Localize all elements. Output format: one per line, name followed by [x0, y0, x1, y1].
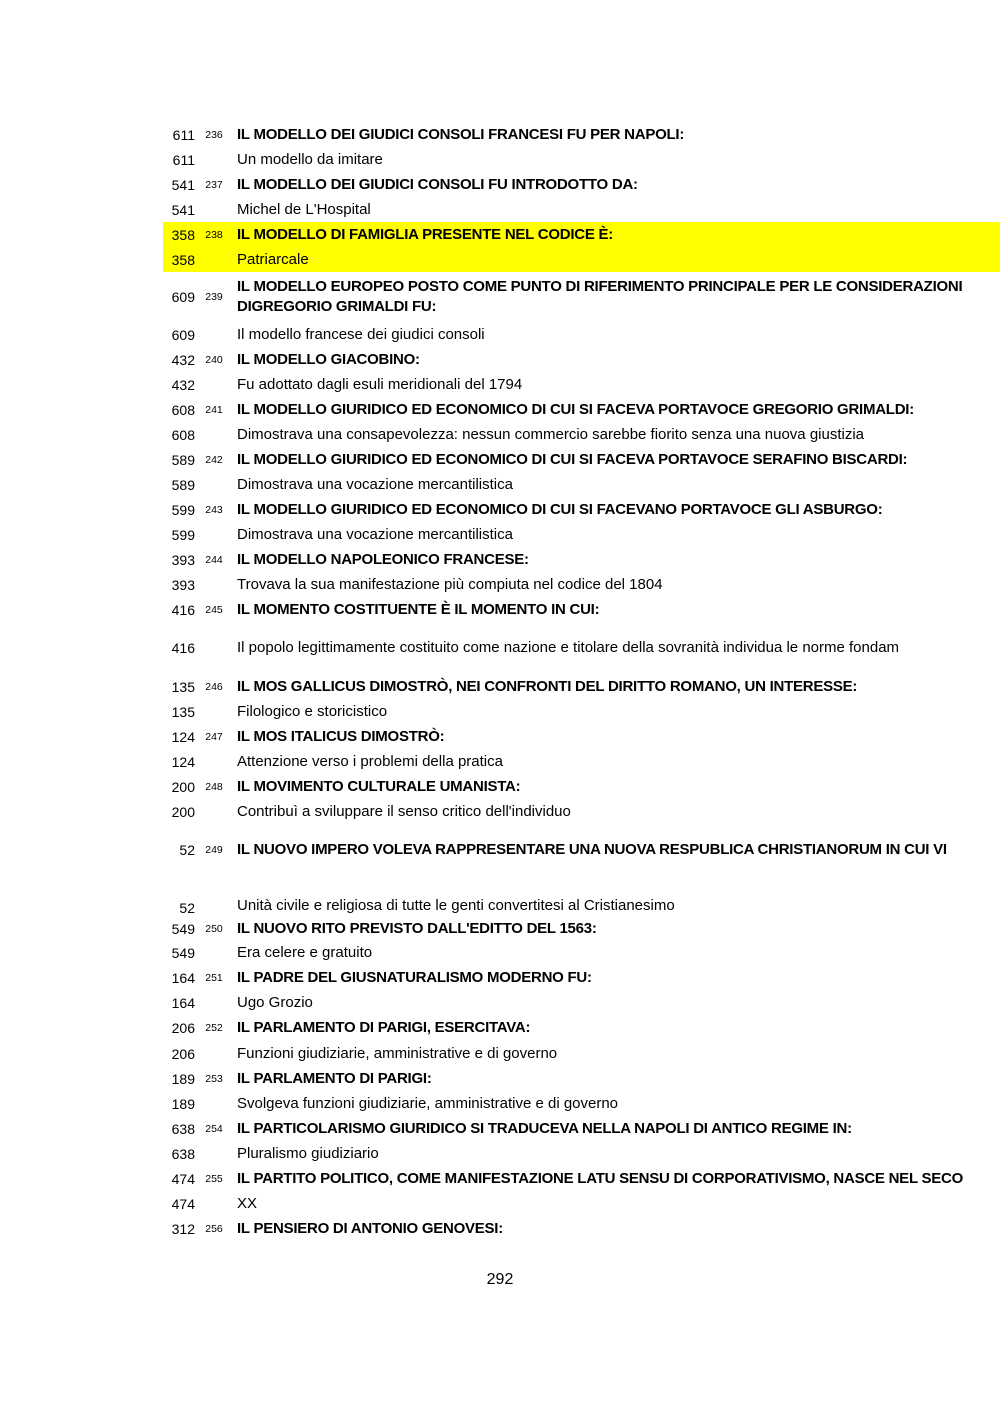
- question-row: [163, 674, 1000, 699]
- question-code: 164: [171, 969, 195, 986]
- answer-text: Fu adottato dagli esuli meridionali del 1794: [237, 375, 523, 393]
- answer-text: Un modello da imitare: [237, 150, 383, 168]
- answer-text: Unità civile e religiosa di tutte le genti convertitesi al Cristianesimo: [237, 897, 675, 914]
- answer-text: Ugo Grozio: [237, 993, 313, 1011]
- answer-code: 206: [171, 1045, 195, 1062]
- question-number: 256: [205, 1222, 223, 1235]
- question-text: IL NUOVO IMPERO VOLEVA RAPPRESENTARE UNA NUOVA RESPUBLICA CHRISTIANORUM IN CUI VI: [237, 841, 947, 858]
- question-row: [163, 1015, 1000, 1040]
- question-row: [163, 916, 1000, 941]
- question-number: 252: [205, 1021, 223, 1034]
- question-number: 250: [205, 922, 223, 935]
- question-text: IL MODELLO DEI GIUDICI CONSOLI FU INTRODOTTO DA:: [237, 175, 638, 193]
- answer-row: [163, 623, 1000, 673]
- question-text: IL MODELLO DI FAMIGLIA PRESENTE NEL CODICE È:: [237, 225, 613, 243]
- question-row: [163, 122, 1000, 147]
- answer-text: Trovava la sua manifestazione più compiuta nel codice del 1804: [237, 575, 663, 593]
- question-number: 248: [205, 780, 223, 793]
- answer-row: [163, 147, 1000, 172]
- question-text: IL PARTITO POLITICO, COME MANIFESTAZIONE LATU SENSU DI CORPORATIVISMO, NASCE NEL SECO: [237, 1169, 964, 1187]
- question-code: 608: [171, 401, 195, 418]
- answer-code: 200: [171, 803, 195, 820]
- answer-code: 393: [171, 576, 195, 593]
- answer-row: [163, 572, 1000, 597]
- question-number: 236: [205, 128, 223, 141]
- question-text: IL MOS ITALICUS DIMOSTRÒ:: [237, 727, 445, 745]
- answer-text: Svolgeva funzioni giudiziarie, amministrative e di governo: [237, 1094, 619, 1112]
- question-text: IL PARTICOLARISMO GIURIDICO SI TRADUCEVA NELLA NAPOLI DI ANTICO REGIME IN:: [237, 1119, 852, 1137]
- question-code: 200: [171, 778, 195, 795]
- question-number: 255: [205, 1172, 223, 1185]
- answer-row: [163, 1091, 1000, 1116]
- question-text: IL PADRE DEL GIUSNATURALISMO MODERNO FU:: [237, 968, 592, 986]
- question-code: 206: [171, 1019, 195, 1036]
- question-code: 432: [171, 351, 195, 368]
- answer-row: [163, 372, 1000, 397]
- question-text: IL MODELLO DEI GIUDICI CONSOLI FRANCESI FU PER NAPOLI:: [237, 125, 685, 143]
- question-number: 244: [205, 553, 223, 566]
- question-code: 609: [171, 289, 195, 305]
- answer-text: Pluralismo giudiziario: [237, 1144, 379, 1162]
- answer-row: [163, 749, 1000, 774]
- answer-code: 611: [172, 151, 195, 168]
- answer-code: 135: [171, 703, 195, 720]
- question-number: 245: [205, 603, 223, 616]
- answer-text: Dimostrava una vocazione mercantilistica: [237, 525, 513, 543]
- question-code: 474: [171, 1170, 195, 1187]
- answer-code: 474: [171, 1195, 195, 1212]
- question-number: 240: [205, 353, 223, 366]
- question-text: IL PENSIERO DI ANTONIO GENOVESI:: [237, 1219, 503, 1237]
- answer-text: Filologico e storicistico: [237, 702, 388, 720]
- question-row: [163, 1116, 1000, 1141]
- answer-row: [163, 1141, 1000, 1166]
- question-code: 589: [171, 451, 195, 468]
- answer-code: 541: [171, 201, 195, 218]
- question-row: [163, 774, 1000, 799]
- question-number: 242: [205, 453, 223, 466]
- question-row: [163, 497, 1000, 522]
- question-number: 254: [205, 1122, 223, 1135]
- question-row: [163, 1066, 1000, 1091]
- answer-row: [163, 990, 1000, 1015]
- answer-row: [163, 472, 1000, 497]
- question-code: 611: [172, 126, 195, 143]
- question-code: 416: [171, 601, 195, 618]
- question-text: IL PARLAMENTO DI PARIGI:: [237, 1069, 432, 1087]
- answer-code: 549: [171, 944, 195, 961]
- question-number: 243: [205, 503, 223, 516]
- question-text: IL MODELLO GIACOBINO:: [237, 350, 420, 368]
- question-text: IL MODELLO NAPOLEONICO FRANCESE:: [237, 550, 529, 568]
- answer-row: [163, 322, 1000, 347]
- question-number: 241: [205, 403, 223, 416]
- question-number: 246: [205, 680, 223, 693]
- question-code: 541: [171, 176, 195, 193]
- question-text: IL MOVIMENTO CULTURALE UMANISTA:: [237, 777, 521, 795]
- question-row: [163, 397, 1000, 422]
- question-row: [163, 724, 1000, 749]
- question-number: 249: [205, 844, 223, 856]
- highlighted-question-row: [163, 222, 1000, 247]
- question-text: IL MODELLO GIURIDICO ED ECONOMICO DI CUI SI FACEVA PORTAVOCE GREGORIO GRIMALDI:: [237, 400, 914, 418]
- question-code: 358: [171, 226, 195, 243]
- answer-code: 52: [179, 900, 195, 916]
- answer-code: 589: [171, 476, 195, 493]
- answer-row: [163, 876, 1000, 916]
- question-row: [163, 1166, 1000, 1191]
- question-row: [163, 547, 1000, 572]
- question-text: IL MODELLO EUROPEO POSTO COME PUNTO DI RIFERIMENTO PRINCIPALE PER LE CONSIDERAZIONI DIGREGORIO GRIMALDI FU:: [237, 278, 963, 315]
- answer-row: [163, 197, 1000, 222]
- answer-text: Dimostrava una consapevolezza: nessun commercio sarebbe fiorito senza una nuova giustizia: [237, 425, 865, 443]
- answer-text: Contribuì a sviluppare il senso critico dell'individuo: [237, 802, 571, 820]
- question-number: 247: [205, 730, 223, 743]
- answer-code: 599: [171, 526, 195, 543]
- question-row: [163, 273, 1000, 321]
- answer-row: [163, 799, 1000, 824]
- answer-text: Patriarcale: [237, 250, 309, 268]
- answer-row: [163, 940, 1000, 965]
- question-code: 135: [171, 678, 195, 695]
- question-code: 312: [171, 1220, 195, 1237]
- answer-row: [163, 522, 1000, 547]
- question-row: [163, 825, 1000, 875]
- answer-row: [163, 1191, 1000, 1216]
- answer-row: [163, 699, 1000, 724]
- answer-code: 609: [171, 326, 195, 343]
- answer-text: Funzioni giudiziarie, amministrative e di governo: [237, 1044, 558, 1062]
- question-row: [163, 597, 1000, 622]
- question-number: 239: [205, 291, 223, 303]
- question-code: 599: [171, 501, 195, 518]
- answer-code: 358: [171, 251, 195, 268]
- answer-text: Dimostrava una vocazione mercantilistica: [237, 475, 513, 493]
- answer-text: Il modello francese dei giudici consoli: [237, 325, 485, 343]
- question-text: IL MOS GALLICUS DIMOSTRÒ, NEI CONFRONTI DEL DIRITTO ROMANO, UN INTERESSE:: [237, 677, 858, 695]
- highlighted-answer-row: [163, 247, 1000, 272]
- answer-code: 608: [171, 426, 195, 443]
- answer-code: 189: [171, 1095, 195, 1112]
- question-code: 549: [171, 920, 195, 937]
- answer-row: [163, 1041, 1000, 1066]
- answer-code: 432: [171, 376, 195, 393]
- question-text: IL MOMENTO COSTITUENTE È IL MOMENTO IN CUI:: [237, 600, 600, 618]
- answer-row: [163, 422, 1000, 447]
- question-code: 52: [179, 842, 195, 858]
- question-number: 253: [205, 1072, 223, 1085]
- question-text: IL MODELLO GIURIDICO ED ECONOMICO DI CUI SI FACEVANO PORTAVOCE GLI ASBURGO:: [237, 500, 883, 518]
- answer-text: Michel de L'Hospital: [237, 200, 371, 218]
- question-number: 238: [205, 228, 223, 241]
- question-row: [163, 447, 1000, 472]
- answer-text: Il popolo legittimamente costituito come nazione e titolare della sovranità individua le norme fondam: [237, 639, 900, 656]
- answer-text: XX: [237, 1194, 258, 1212]
- page-number: 292: [486, 1271, 514, 1288]
- question-text: IL PARLAMENTO DI PARIGI, ESERCITAVA:: [237, 1018, 531, 1036]
- question-row: [163, 347, 1000, 372]
- question-number: 251: [205, 971, 223, 984]
- answer-text: Attenzione verso i problemi della pratica: [237, 752, 503, 770]
- question-row: [163, 1216, 1000, 1241]
- question-code: 393: [171, 551, 195, 568]
- answer-code: 416: [171, 640, 195, 656]
- question-code: 124: [171, 728, 195, 745]
- answer-code: 124: [171, 753, 195, 770]
- answer-code: 638: [171, 1145, 195, 1162]
- question-code: 638: [171, 1120, 195, 1137]
- answer-text: Era celere e gratuito: [237, 943, 373, 961]
- question-code: 189: [171, 1070, 195, 1087]
- answer-code: 164: [171, 994, 195, 1011]
- question-number: 237: [205, 178, 223, 191]
- question-row: [163, 965, 1000, 990]
- question-text: IL NUOVO RITO PREVISTO DALL'EDITTO DEL 1563:: [237, 919, 597, 937]
- question-text: IL MODELLO GIURIDICO ED ECONOMICO DI CUI SI FACEVA PORTAVOCE SERAFINO BISCARDI:: [237, 450, 908, 468]
- question-row: [163, 172, 1000, 197]
